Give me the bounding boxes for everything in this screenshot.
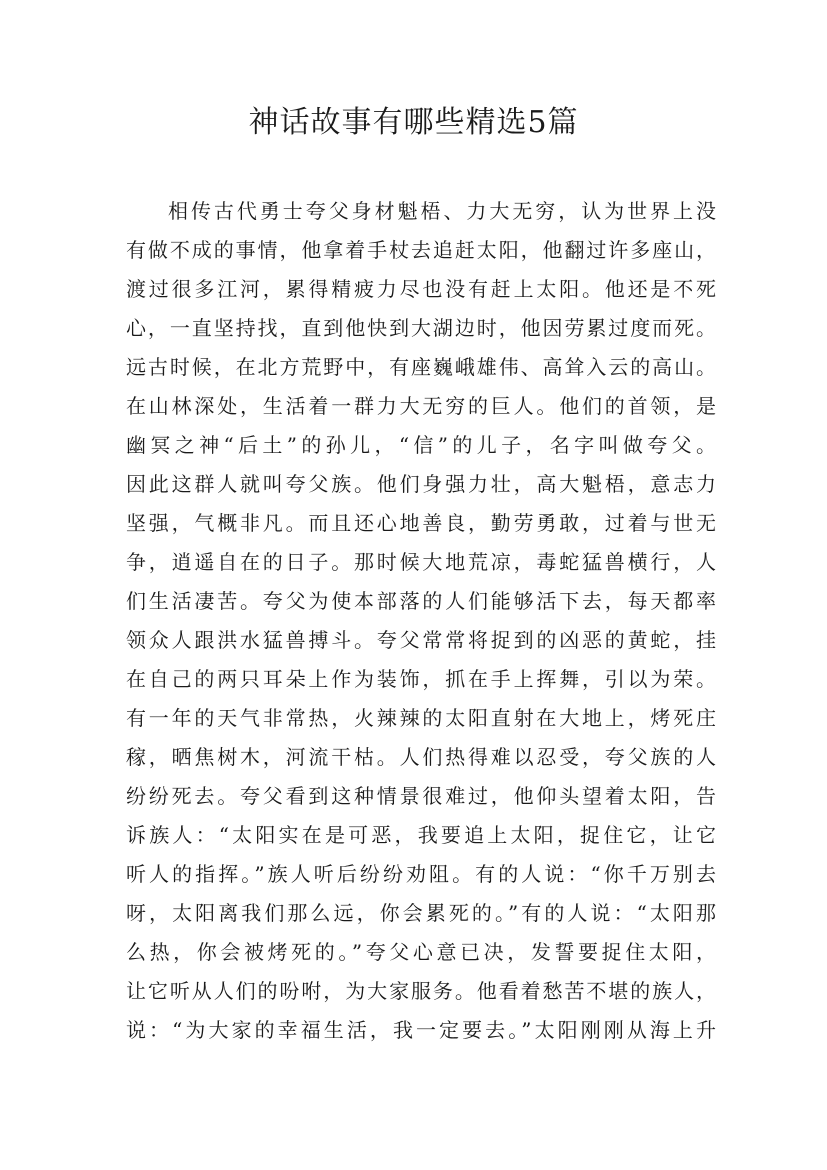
- text-line: 坚强，气概非凡。而且还心地善良，勤劳勇敢，过着与世无: [126, 511, 716, 535]
- text-line: 渡过很多江河，累得精疲力尽也没有赶上太阳。他还是不死: [126, 277, 716, 301]
- text-line: 在自己的两只耳朵上作为装饰，抓在手上挥舞，引以为荣。: [126, 667, 716, 691]
- text-line: 因此这群人就叫夸父族。他们身强力壮，高大魁梧，意志力: [126, 472, 716, 496]
- text-line: 有做不成的事情，他拿着手杖去追赶太阳，他翻过许多座山，: [126, 238, 716, 262]
- text-line: 远古时候，在北方荒野中，有座巍峨雄伟、高耸入云的高山。: [126, 355, 716, 379]
- text-line: 稼，晒焦树木，河流干枯。人们热得难以忍受，夸父族的人: [126, 745, 716, 769]
- text-line: 让它听从人们的吩咐，为大家服务。他看着愁苦不堪的族人，: [126, 979, 716, 1003]
- document-title: 神话故事有哪些精选5篇: [248, 105, 579, 140]
- text-line: 说：“为大家的幸福生活，我一定要去。”太阳刚刚从海上升: [126, 1018, 716, 1042]
- text-line: 纷纷死去。夸父看到这种情景很难过，他仰头望着太阳，告: [126, 784, 716, 808]
- text-line: 相传古代勇士夸父身材魁梧、力大无穷，认为世界上没: [168, 199, 716, 223]
- text-line: 心，一直坚持找，直到他快到大湖边时，他因劳累过度而死。: [126, 316, 716, 340]
- text-line: 听人的指挥。”族人听后纷纷劝阻。有的人说：“你千万别去: [126, 862, 716, 886]
- text-line: 么热，你会被烤死的。”夸父心意已决，发誓要捉住太阳，: [126, 940, 716, 964]
- text-line: 有一年的天气非常热，火辣辣的太阳直射在大地上，烤死庄: [126, 706, 716, 730]
- text-line: 呀，太阳离我们那么远，你会累死的。”有的人说：“太阳那: [126, 901, 716, 925]
- text-line: 争，逍遥自在的日子。那时候大地荒凉，毒蛇猛兽横行，人: [126, 550, 716, 574]
- text-line: 诉族人：“太阳实在是可恶，我要追上太阳，捉住它，让它: [126, 823, 716, 847]
- text-line: 们生活凄苦。夸父为使本部落的人们能够活下去，每天都率: [126, 589, 716, 613]
- text-line: 在山林深处，生活着一群力大无穷的巨人。他们的首领，是: [126, 394, 716, 418]
- document-body: [126, 192, 716, 1050]
- text-line: 领众人跟洪水猛兽搏斗。夸父常常将捉到的凶恶的黄蛇，挂: [126, 628, 716, 652]
- text-line: 幽冥之神“后土”的孙儿，“信”的儿子，名字叫做夸父。: [126, 433, 716, 457]
